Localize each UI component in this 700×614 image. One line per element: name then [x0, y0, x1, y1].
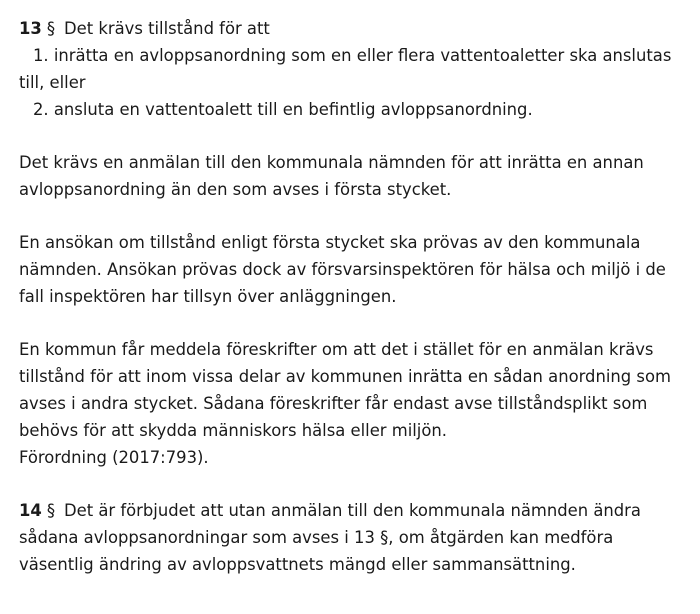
list-item	[19, 96, 689, 123]
list-item	[19, 42, 689, 96]
paragraph: Det krävs en anmälan till den kommunala nämnden för att inrätta en annan avloppsanordning än den som avses i första stycket.	[19, 153, 644, 199]
section-intro-text: Det krävs tillstånd för att	[64, 19, 270, 38]
section-sign: §	[46, 19, 56, 38]
section-text: Det är förbjudet att utan anmälan till den kommunala nämnden ändra sådana avloppsanordningar som avses i 13 §, om åtgärden kan medföra väsentlig ändring av avloppsvattnets mängd eller sammansättning.	[19, 501, 641, 574]
document-body	[19, 15, 689, 578]
ordinance-reference: Förordning (2017:793).	[19, 448, 209, 467]
section-number: 14	[19, 501, 42, 520]
paragraph: En ansökan om tillstånd enligt första stycket ska prövas av den kommunala nämnden. Ansökan prövas dock av försvarsinspektören för hälsa och miljö i de fall inspektören har tillsyn över anläggningen.	[19, 233, 666, 306]
list-item-number: 1.	[33, 46, 49, 65]
section-14	[19, 497, 689, 578]
paragraph: En kommun får meddela föreskrifter om att det i stället för en anmälan krävs tillstånd för att inom vissa delar av kommunen inrätta en sådan anordning som avses i andra stycket. Sådana föreskrifter får endast avse tillståndsplikt som behövs för att skydda människors hälsa eller miljön.	[19, 340, 671, 440]
section-number: 13	[19, 19, 42, 38]
section-13-intro	[19, 15, 689, 42]
section-sign: §	[46, 501, 56, 520]
list-item-text: ansluta en vattentoalett till en befintlig avloppsanordning.	[53, 100, 533, 119]
list-item-number: 2.	[33, 100, 49, 119]
list-item-text: inrätta en avloppsanordning som en eller flera vattentoaletter ska anslutas till, eller	[19, 46, 672, 92]
